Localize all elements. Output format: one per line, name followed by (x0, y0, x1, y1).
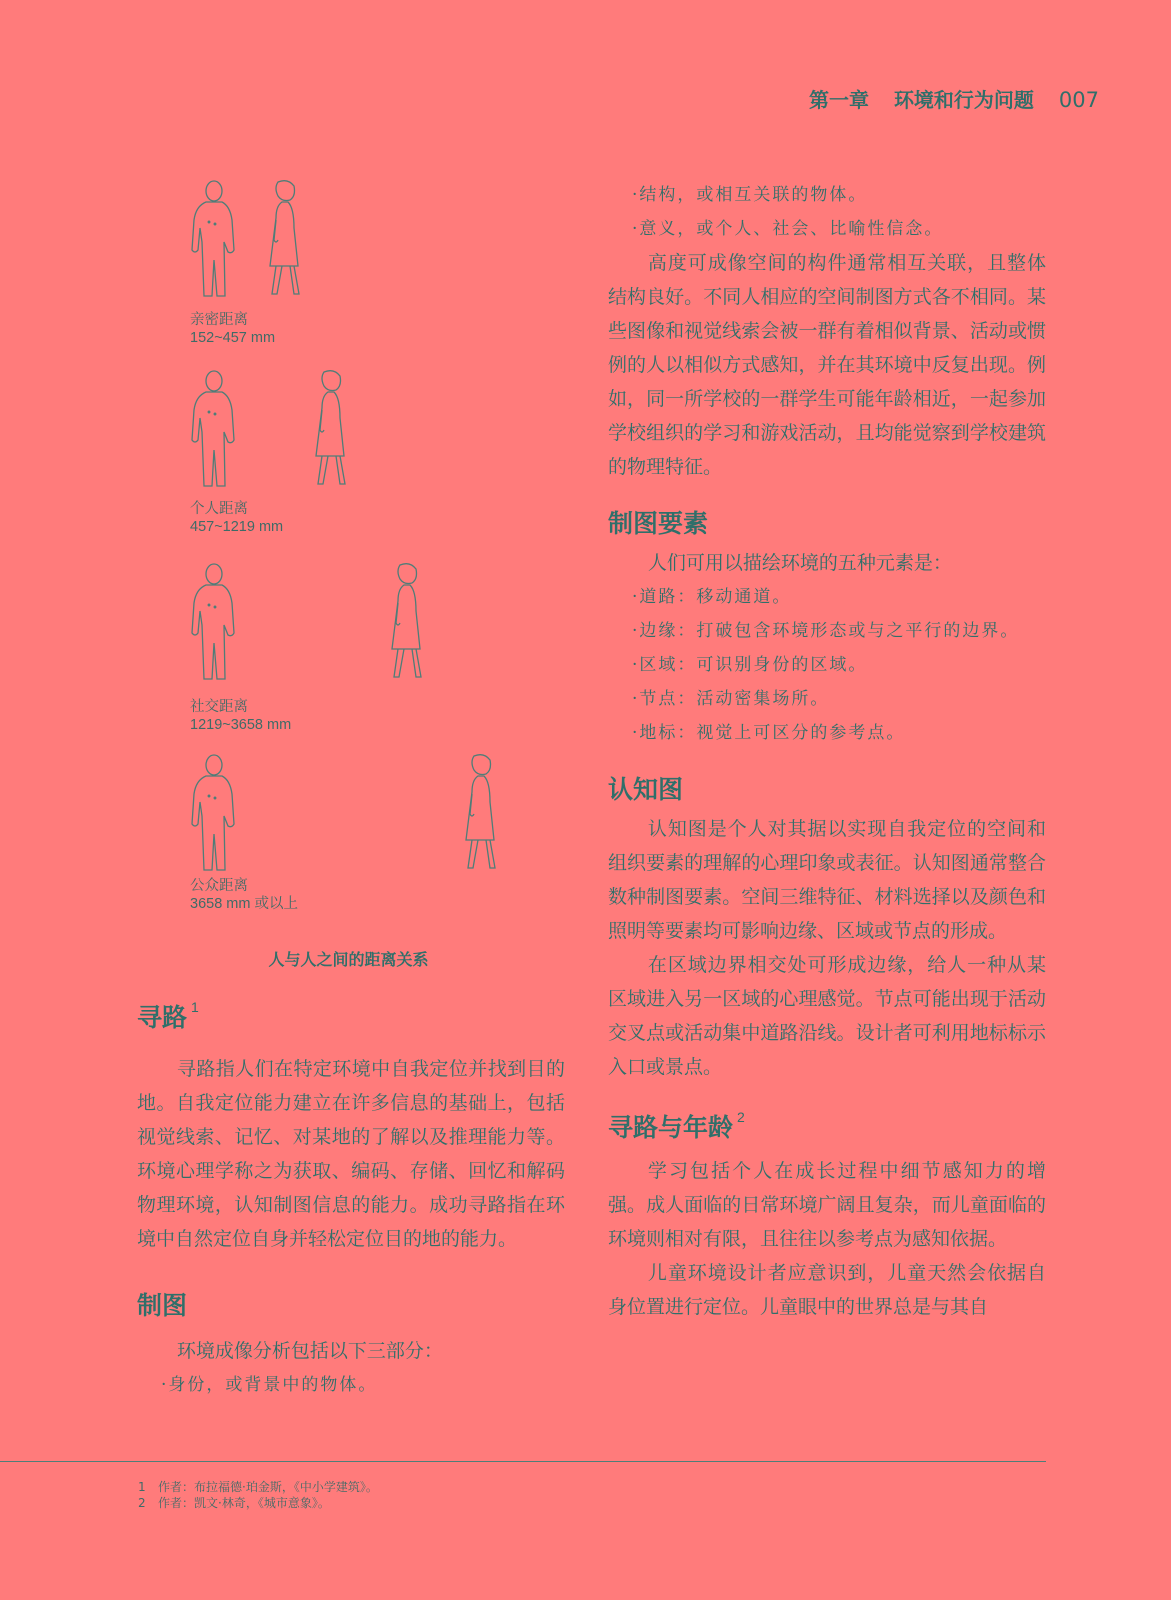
man-figure-public (190, 754, 238, 872)
cognitive-map-paragraph-2: 在区域边界相交处可形成边缘，给人一种从某区域进入另一区域的心理感觉。节点可能出现于活动交叉点或活动集中道路沿线。设计者可利用地标标示入口或景点。 (608, 954, 1046, 1078)
woman-figure-social (386, 561, 428, 681)
heading-cognitive-map: 认知图 (608, 776, 684, 804)
chapter-number: 第一章 (808, 88, 869, 112)
right-column (608, 178, 1046, 1324)
heading-wayfinding: 寻路 $^1$ (137, 999, 199, 1032)
element-bullet-node: ·节点：活动密集场所。 (632, 689, 830, 709)
page-header (809, 84, 1099, 113)
distance-label-social: 社交距离 1219~3658 mm (190, 699, 292, 733)
wayfinding-age-paragraph-1: 学习包括个人在成长过程中细节感知力的增强。成人面临的日常环境广阔且复杂，而儿童面临的环境则相对有限，且往往以参考点为感知依据。 (608, 1160, 1046, 1250)
element-bullet-district: ·区域：可识别身份的区域。 (632, 655, 868, 675)
mapping-intro: 环境成像分析包括以下三部分： (176, 1340, 443, 1362)
mapping-elements-intro: 人们可用以描绘环境的五种元素是： (647, 552, 952, 574)
woman-figure-intimate (264, 178, 306, 298)
man-figure-intimate (190, 180, 238, 298)
man-figure-social (190, 563, 238, 681)
distance-label-intimate: 亲密距离 152~457 mm (190, 312, 276, 346)
figure-caption: 人与人之间的距离关系 (268, 950, 429, 969)
wayfinding-age-paragraph-2: 儿童环境设计者应意识到，儿童天然会依据自身位置进行定位。儿童眼中的世界总是与其自 (608, 1262, 1046, 1318)
heading-mapping-elements: 制图要素 (608, 510, 709, 538)
mapping-bullet-structure: ·结构，或相互关联的物体。 (632, 185, 868, 205)
footnote-divider (0, 1461, 1046, 1462)
footnote-1: 1 作者：布拉福德·珀金斯，《中小学建筑》。 (138, 1480, 378, 1494)
left-column (137, 998, 565, 1402)
heading-mapping: 制图 (137, 1292, 188, 1320)
woman-figure-personal (310, 368, 352, 488)
imageability-paragraph: 高度可成像空间的构件通常相互关联，且整体结构良好。不同人相应的空间制图方式各不相同。某些图像和视觉线索会被一群有着相似背景、活动或惯例的人以相似方式感知，并在其环境中反复出现。例如，同一所学校的一群学生可能年龄相近，一起参加学校组织的学习和游戏活动，且均能觉察到学校建筑的物理特征。 (608, 252, 1046, 478)
cognitive-map-paragraph-1: 认知图是个人对其据以实现自我定位的空间和组织要素的理解的心理印象或表征。认知图通常整合数种制图要素。空间三维特征、材料选择以及颜色和照明等要素均可影响边缘、区域或节点的形成。 (608, 818, 1046, 942)
man-figure-personal (190, 370, 238, 488)
chapter-title: 环境和行为问题 (893, 88, 1034, 112)
woman-figure-public (460, 752, 502, 872)
footnote-ref-1: 1 (191, 999, 199, 1015)
distance-label-public: 公众距离 3658 mm 或以上 (190, 878, 298, 912)
page-number: 007 (1058, 88, 1099, 112)
mapping-bullet-meaning: ·意义，或个人、社会、比喻性信念。 (632, 219, 944, 239)
footnotes (138, 1479, 378, 1511)
element-bullet-landmark: ·地标：视觉上可区分的参考点。 (632, 723, 906, 743)
footnote-2: 2 作者：凯文·林奇，《城市意象》。 (138, 1496, 330, 1510)
distance-label-personal: 个人距离 457~1219 mm (190, 501, 284, 535)
element-bullet-edge: ·边缘：打破包含环境形态或与之平行的边界。 (632, 621, 1020, 641)
footnote-ref-2: 2 (737, 1109, 745, 1125)
element-bullet-path: ·道路：移动通道。 (632, 587, 792, 607)
mapping-bullet-identity: ·身份，或背景中的物体。 (161, 1375, 378, 1395)
wayfinding-paragraph: 寻路指人们在特定环境中自我定位并找到目的地。自我定位能力建立在许多信息的基础上，包括视觉线索、记忆、对某地的了解以及推理能力等。环境心理学称之为获取、编码、存储、回忆和解码物理环境，认知制图信息的能力。成功寻路指在环境中自然定位自身并轻松定位目的地的能力。 (137, 1058, 565, 1250)
heading-wayfinding-age: 寻路与年龄 $^2$ (608, 1109, 745, 1142)
